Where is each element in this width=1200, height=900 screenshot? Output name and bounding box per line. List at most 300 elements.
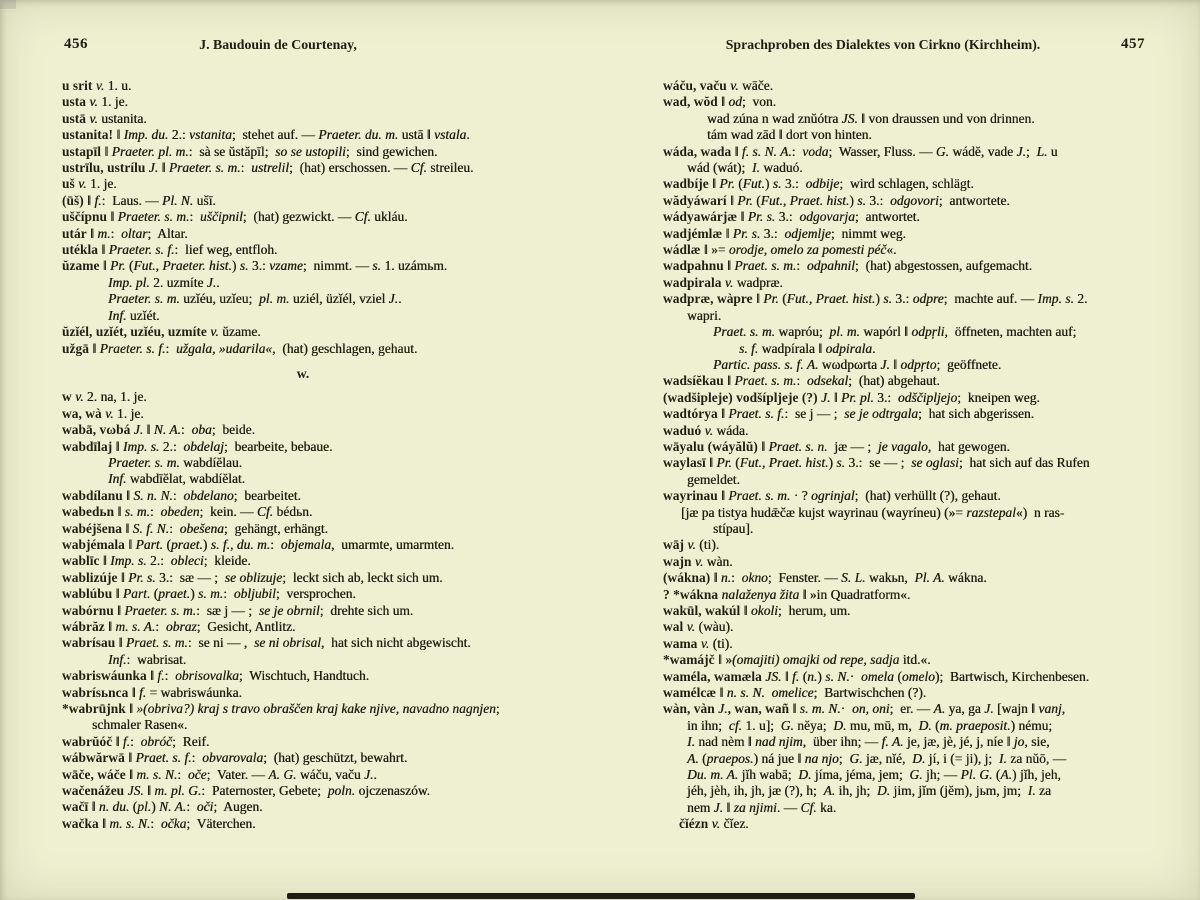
italic-segment: odsekal: [806, 373, 849, 389]
italic-segment: D.: [918, 717, 932, 733]
text-segment: ) jǐh, jeh,: [1011, 767, 1061, 783]
text-segment: = wabriswáunka.: [146, 684, 242, 700]
text-segment: wāče.: [738, 78, 774, 93]
text-segment: ; nimmt weg.: [830, 225, 906, 241]
text-segment: wωdpωrta: [818, 356, 881, 372]
text-segment: ‖: [726, 192, 738, 208]
text-segment: : Paternoster, Gebete;: [201, 783, 328, 799]
entry-line: [62, 603, 584, 619]
text-segment: 1. u];: [741, 717, 781, 733]
entry-line: [62, 258, 584, 274]
text-segment: ;: [1025, 143, 1037, 159]
text-segment: u: [1047, 143, 1058, 159]
text-segment: ; hat sich abgerissen.: [918, 406, 1035, 422]
italic-segment: J.: [388, 291, 399, 307]
text-segment: wabdīĕlat, wabdíĕlat.: [126, 471, 246, 487]
italic-segment: D.: [912, 750, 926, 766]
text-segment: (: [129, 799, 138, 815]
italic-segment: cf.: [728, 717, 742, 733]
italic-segment: v.: [75, 389, 84, 405]
text-segment: ; Augen.: [213, 799, 263, 815]
italic-segment: Pr.: [716, 455, 732, 471]
text-segment: wád (wát);: [687, 160, 752, 176]
italic-segment: I.: [1027, 783, 1036, 799]
text-segment: ; (hat) erschossen. —: [289, 160, 411, 176]
text-segment: 1. je.: [86, 176, 117, 192]
italic-segment: Praet. s. n.: [768, 438, 828, 454]
text-segment: ‖: [98, 242, 109, 258]
italic-segment: Pr.: [737, 192, 753, 208]
italic-segment: odpre: [912, 291, 944, 307]
headword-segment: wayrinau: [663, 488, 718, 504]
text-segment: ‖ von draussen und von drinnen.: [857, 110, 1035, 126]
italic-segment: s. f.: [739, 340, 759, 356]
entry-line: [62, 176, 584, 192]
italic-segment: Praeter. s. m.: [168, 160, 241, 176]
italic-segment: I.: [998, 750, 1007, 766]
italic-segment: J.: [1016, 143, 1026, 159]
text-segment: ; beide.: [211, 422, 255, 438]
text-segment: 3.:: [891, 291, 913, 307]
italic-segment: praepos.: [706, 750, 754, 766]
text-segment: ; Bartwischchen (?).: [813, 685, 927, 701]
italic-segment: Inf.: [108, 471, 127, 487]
text-segment: ‖: [88, 799, 99, 815]
entry-line: [663, 619, 1163, 635]
italic-segment: f.: [157, 668, 165, 684]
entry-line: [663, 258, 1163, 274]
text-segment: wadpræ.: [733, 274, 783, 290]
italic-segment: m. praeposit.: [939, 717, 1011, 733]
text-segment: ): [849, 192, 858, 208]
text-segment: ): [764, 176, 773, 192]
page-left: [62, 36, 584, 832]
italic-segment: v.: [694, 553, 704, 569]
headword-segment: wádlæ: [663, 242, 701, 258]
text-segment: ; herum, um.: [777, 603, 851, 618]
italic-segment: očka: [160, 815, 187, 831]
text-segment: ; von.: [741, 94, 777, 110]
italic-segment: v.: [711, 816, 721, 832]
entry-line: [62, 275, 584, 291]
text-segment: 3.:: [775, 209, 800, 225]
italic-segment: s. N.: [825, 668, 850, 684]
text-segment: nĕya;: [793, 717, 834, 733]
entry-line: [663, 160, 1163, 176]
entry-line: [663, 78, 1163, 94]
text-segment: ‖: [122, 487, 134, 503]
text-segment: (: [992, 767, 1001, 783]
entry-line: [663, 472, 1163, 488]
text-segment: ;: [838, 750, 850, 766]
italic-segment: poln.: [327, 783, 356, 799]
text-segment: ‖: [113, 127, 124, 143]
italic-segment: A.: [823, 783, 836, 799]
text-segment: ‖: [113, 602, 125, 618]
text-segment: ‖: [112, 733, 123, 749]
headword-segment: wad, wŏd: [663, 94, 718, 110]
text-segment: ‖: [124, 536, 136, 552]
text-segment: .: [373, 766, 377, 782]
italic-segment: se oblizuje: [224, 569, 283, 585]
text-segment: (: [698, 750, 707, 766]
entry-line: [663, 390, 1163, 406]
text-segment: ‖: [86, 225, 98, 241]
italic-segment: praet.: [170, 536, 203, 552]
text-segment: ; wird schlagen, schlägt.: [839, 176, 974, 192]
italic-segment: v.: [704, 422, 714, 438]
text-segment: ; (hat) gezwickt. —: [242, 209, 355, 225]
italic-segment: obdelano: [183, 487, 234, 503]
italic-segment: se ni obrisal: [254, 635, 321, 651]
italic-segment: oči: [196, 799, 214, 815]
italic-segment: m. s. N.: [109, 815, 151, 831]
text-segment: itd.«.: [899, 652, 931, 668]
headword-segment: wadpirala: [663, 274, 725, 290]
italic-segment: oče: [187, 766, 207, 782]
headword-segment: utár: [62, 225, 87, 241]
text-segment: ; hat sich auf das Rufen: [958, 455, 1090, 471]
italic-segment: J.: [148, 160, 159, 176]
italic-segment: voda: [802, 143, 829, 159]
text-segment: ; Wasser, Fluss. —: [828, 143, 936, 159]
text-segment: ; kneipen weg.: [957, 389, 1040, 405]
headword-segment: wāyalu (wáyălŭ): [663, 438, 758, 454]
text-segment: wáda.: [713, 422, 749, 438]
italic-segment: v.: [686, 619, 696, 635]
entry-line: [663, 718, 1163, 734]
italic-segment: oba: [191, 422, 212, 438]
entry-line: [62, 193, 584, 209]
italic-segment: I.: [751, 160, 760, 176]
text-segment: ‖: [117, 569, 129, 585]
headword-segment: *wamájč: [663, 652, 715, 668]
entry-line: [663, 291, 1163, 307]
italic-segment: n. du.: [98, 799, 130, 815]
text-segment: ‖: [88, 340, 100, 356]
text-segment: (: [162, 536, 171, 552]
text-segment: ‖: [717, 406, 729, 422]
text-segment: ; (hat) geschützt, bewahrt.: [263, 750, 408, 766]
text-segment: (ti).: [709, 635, 733, 651]
text-segment: (: [734, 176, 743, 192]
headword-segment: usta: [62, 94, 90, 110]
headword-segment: wa, wà: [62, 405, 106, 421]
entry-line: [62, 799, 584, 815]
text-segment: jim, jǐm (jĕm), jьm, jm;: [890, 783, 1028, 799]
text-segment: ‖: [128, 684, 139, 700]
italic-segment: n. s. N.: [726, 685, 765, 701]
italic-segment: v.: [210, 324, 219, 340]
italic-segment: Pr. s.: [747, 209, 776, 225]
entry-line: [62, 226, 584, 242]
italic-segment: obešena: [179, 520, 224, 536]
italic-segment: v.: [89, 110, 98, 126]
italic-segment: JS.: [841, 110, 858, 126]
text-segment: ) nému;: [1010, 717, 1053, 733]
text-segment: ; Altar.: [147, 225, 188, 241]
text-segment: 2.:: [159, 438, 184, 454]
text-segment: (: [778, 291, 787, 307]
text-segment: ‖: [125, 766, 137, 782]
text-segment: ‖ »=: [700, 242, 729, 258]
italic-segment: s. m.: [198, 586, 224, 602]
italic-segment: pl. m.: [259, 291, 290, 307]
italic-segment: odgovarja: [799, 209, 855, 225]
italic-segment: vanj: [1038, 701, 1062, 717]
text-segment: : se ni — ,: [187, 635, 254, 651]
text-segment: ‖: [107, 209, 118, 225]
headword-segment: uščípnu: [62, 209, 108, 225]
headword-segment: wadpahnu: [663, 258, 724, 274]
italic-segment: S. n. N.: [133, 487, 173, 503]
text-segment: 1. je.: [113, 405, 144, 421]
text-segment: ; antwortet.: [854, 209, 920, 225]
entry-line: [663, 111, 1163, 127]
text-segment: ): [875, 291, 884, 307]
italic-segment: J.: [821, 389, 831, 405]
text-segment: :: [223, 586, 234, 602]
text-segment: :: [165, 340, 176, 356]
text-segment: ‖: [717, 94, 729, 110]
italic-segment: uščipnil: [199, 209, 243, 225]
italic-segment: Inf.: [108, 651, 127, 667]
italic-segment: Cf.: [256, 504, 274, 520]
text-segment: :: [796, 373, 807, 389]
text-segment: (: [731, 455, 740, 471]
headword-segment: wabrŭóč: [62, 733, 113, 749]
italic-segment: Fut., Praet. hist.: [786, 291, 876, 307]
entry-line: [663, 669, 1163, 685]
text-segment: :: [110, 225, 122, 241]
text-segment: ‖: [722, 225, 733, 241]
entry-line: [62, 553, 584, 569]
text-segment: ; nimmt. —: [302, 258, 373, 274]
text-segment: ustanita.: [97, 110, 147, 126]
italic-segment: vstala: [434, 127, 467, 143]
italic-segment: f.: [792, 668, 800, 684]
headword-segment: čǐézn: [679, 816, 712, 832]
entry-line: [663, 127, 1163, 143]
italic-segment: odpŗto: [900, 356, 937, 372]
italic-segment: objemala: [280, 536, 331, 552]
headword-segment: wablúbu: [62, 586, 113, 602]
italic-segment: Du. m. A.: [687, 767, 739, 783]
text-segment: waduó.: [759, 160, 803, 176]
text-segment: 3.:: [760, 225, 785, 241]
text-segment: 3.: sæ — ;: [155, 569, 225, 585]
text-segment: uziél, üzǐél, vziel: [289, 291, 389, 307]
text-segment: schmaler Rasen«.: [92, 717, 188, 733]
headword-segment: wāče, wáče: [62, 766, 126, 782]
headword-segment: wablīc: [62, 553, 100, 569]
text-segment: :: [270, 536, 281, 552]
headword-segment: wádyawárjæ: [663, 209, 738, 225]
italic-segment: Fut., Praet. hist.: [760, 192, 850, 208]
italic-segment: Praeter. s. m.: [108, 291, 180, 307]
italic-segment: on, oni: [851, 701, 890, 717]
entry-line: [663, 406, 1163, 422]
entry-line: [62, 734, 584, 750]
entry-line: [62, 78, 584, 94]
italic-segment: I.: [687, 734, 695, 750]
entry-line: [62, 308, 584, 324]
entry-line: [663, 488, 1163, 504]
italic-segment: pl.: [137, 799, 152, 815]
headword-segment: wadbíje: [663, 176, 709, 192]
text-segment: gemeldet.: [687, 471, 740, 487]
text-segment: , hat gewogen.: [927, 438, 1010, 454]
italic-segment: Praet. s. f.: [135, 750, 192, 766]
headword-segment: wădyáwarí: [663, 192, 727, 208]
italic-segment: J.: [880, 356, 890, 372]
text-segment: nad nèm ‖: [694, 734, 756, 750]
italic-segment: Praet. s. f.: [728, 406, 785, 422]
entry-line: [663, 193, 1163, 209]
entry-line: [62, 471, 584, 487]
text-segment: (: [799, 668, 808, 684]
text-segment: ‖: [115, 635, 126, 651]
headword-segment: wabjémala: [62, 536, 125, 552]
italic-segment: so se ustopili: [275, 143, 346, 159]
entry-line: [663, 144, 1163, 160]
text-segment: jí, i (= ji), j;: [925, 750, 999, 766]
italic-segment: s.: [857, 192, 866, 208]
entry-line: [62, 816, 584, 832]
italic-segment: s. m.: [124, 504, 150, 520]
italic-segment: odbije: [805, 176, 840, 192]
text-segment: ‖: [99, 553, 111, 569]
headword-segment: wablizúje: [62, 569, 118, 585]
italic-segment: J.: [718, 701, 728, 717]
text-segment: :: [186, 799, 197, 815]
entry-line: [663, 209, 1163, 225]
text-segment: 3.: se — ;: [844, 455, 912, 471]
text-segment: , hat sich nicht abgewischt.: [320, 635, 471, 651]
text-segment: ·: [849, 668, 861, 684]
italic-segment: okoli: [750, 603, 778, 618]
scan-corner-smudge: [0, 0, 16, 9]
italic-segment: A.: [687, 750, 699, 766]
text-segment: :: [796, 258, 807, 274]
italic-segment: razstepal: [966, 504, 1016, 520]
italic-segment: s.: [883, 291, 892, 307]
italic-segment: se je odtrgala: [844, 406, 918, 422]
italic-segment: se je obrnil: [258, 602, 320, 618]
italic-segment: D.: [876, 783, 891, 799]
entry-line: [62, 291, 584, 307]
text-segment: ‖: [781, 668, 793, 684]
italic-segment: (omajiti) omajki od repe, sadja: [732, 652, 900, 668]
text-segment: uzǐét.: [126, 307, 160, 323]
italic-segment: se oglasi: [911, 455, 959, 471]
headword-segment: wabrísau: [62, 635, 116, 651]
headword-segment: u srit: [62, 78, 96, 93]
entry-line: [62, 586, 584, 602]
italic-segment: v.: [730, 78, 739, 93]
entry-line: [62, 455, 584, 471]
headword-segment: waylasī: [663, 455, 706, 471]
italic-segment: Part.: [122, 586, 151, 602]
text-segment: , sie,: [1024, 734, 1050, 750]
text-segment: ‖: [104, 619, 116, 634]
text-segment: ‖: [710, 570, 721, 586]
italic-segment: omelo: [901, 668, 935, 684]
headword-segment: wačī: [62, 799, 89, 815]
italic-segment: n.: [720, 570, 731, 586]
italic-segment: obrisovalka: [175, 668, 239, 684]
text-segment: · ?: [790, 488, 812, 504]
headword-segment: wáda, wada: [663, 143, 732, 159]
text-segment: wákna.: [944, 570, 987, 586]
text-segment: wáču, vaču: [296, 766, 364, 782]
text-segment: ‖: [737, 209, 748, 225]
italic-segment: Praet. s. m.: [713, 324, 775, 340]
text-segment: ‖: [146, 668, 158, 684]
text-segment: 1. u.: [104, 78, 132, 93]
headword-segment: wabdīlaj: [62, 438, 113, 454]
text-segment: 2. uzmíte: [149, 274, 207, 290]
headword-segment: wabdílanu: [62, 487, 123, 503]
headword-segment: w: [62, 389, 76, 405]
entry-line: [663, 94, 1163, 110]
italic-segment: odpirala: [825, 340, 873, 356]
italic-segment: n.: [807, 668, 818, 684]
italic-segment: praet.: [158, 586, 191, 602]
entry-line: [663, 439, 1163, 455]
text-segment: ‖: [731, 143, 742, 159]
text-segment: «) n ras-: [1015, 504, 1065, 520]
text-segment: ): [151, 799, 160, 815]
text-segment: ): [828, 455, 837, 471]
entry-line: [62, 160, 584, 176]
italic-segment: orodje, omelo za pomesti péč: [728, 242, 887, 258]
italic-segment: odščipljejo: [897, 389, 958, 405]
entry-line: [663, 242, 1163, 258]
headword-segment: (wákna): [663, 570, 711, 586]
text-segment: ; leckt sich ab, leckt sich um.: [282, 569, 443, 585]
text-segment: .: [466, 127, 470, 143]
text-segment: . —: [776, 799, 801, 815]
italic-segment: G.: [909, 767, 923, 783]
italic-segment: Imp. s.: [122, 438, 160, 454]
text-segment: 2.:: [168, 127, 190, 143]
italic-segment: f. s. N. A.: [741, 143, 792, 159]
italic-segment: s.: [239, 258, 249, 274]
headword-segment: wama: [663, 635, 701, 651]
headword-segment: ? *wákna: [663, 586, 719, 602]
text-segment: ): [817, 668, 826, 684]
italic-segment: Praeter. s. m.: [124, 602, 197, 618]
entry-line: [663, 324, 1163, 340]
text-segment: ‖: [740, 603, 751, 618]
italic-segment: m. s. A.: [115, 619, 156, 634]
text-segment: wad zúna n wad znŭótra: [707, 110, 842, 126]
entry-line: [62, 521, 584, 537]
text-segment: ukláu.: [370, 209, 408, 225]
italic-segment: D.: [798, 767, 812, 783]
headword-segment: užgā: [62, 340, 89, 356]
text-segment: ‖: [716, 685, 727, 701]
text-segment: [jæ pa tistya hudǣčæ kujst wayrinau (wayríneu) (»=: [681, 504, 967, 520]
italic-segment: obleci: [170, 553, 204, 569]
text-segment: ; Reif.: [172, 733, 210, 749]
italic-segment: v.: [700, 635, 710, 651]
text-segment: ·: [840, 701, 852, 717]
italic-segment: JS.: [127, 783, 144, 799]
italic-segment: Pr.: [110, 258, 126, 274]
italic-segment: Partic. pass. s. f. A.: [713, 356, 819, 372]
